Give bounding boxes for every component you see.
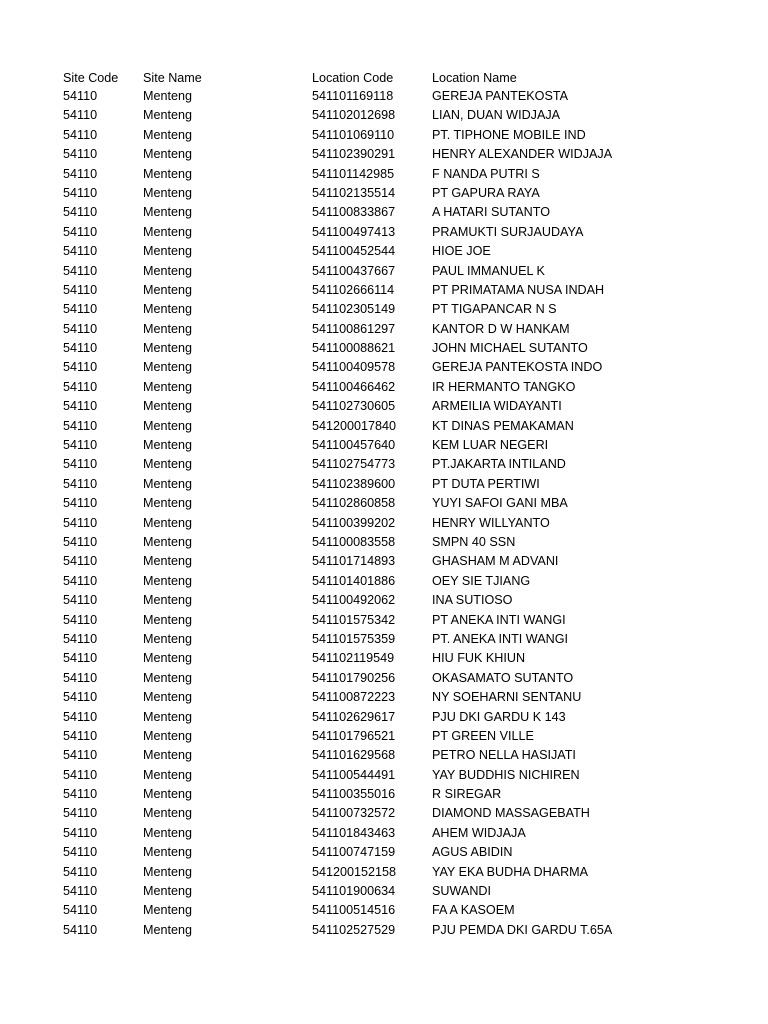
site-code-cell: 54110 [63, 108, 98, 123]
location-name-cell: F NANDA PUTRI S [432, 166, 540, 181]
header-location-code: Location Code [312, 71, 394, 85]
location-code-cell: 541101900634 [312, 884, 396, 899]
site-code-cell: 54110 [63, 922, 98, 937]
location-name-cell: OEY SIE TJIANG [432, 573, 531, 588]
site-name-cell: Menteng [143, 127, 193, 142]
location-name-cell: PT DUTA PERTIWI [432, 476, 540, 491]
site-code-cell: 54110 [63, 903, 98, 918]
site-code-cell: 54110 [63, 418, 98, 433]
site-name-cell: Menteng [143, 884, 193, 899]
location-code-cell: 541101790256 [312, 670, 396, 685]
site-code-cell: 54110 [63, 631, 98, 646]
site-name-cell: Menteng [143, 108, 193, 123]
location-code-cell: 541200017840 [312, 418, 397, 433]
table-row [63, 455, 723, 474]
location-name-cell: PT ANEKA INTI WANGI [432, 612, 566, 627]
table-row [63, 358, 723, 377]
location-name-cell: KT DINAS PEMAKAMAN [432, 418, 574, 433]
location-name-cell: YAY EKA BUDHA DHARMA [432, 864, 589, 879]
site-name-cell: Menteng [143, 534, 193, 549]
location-code-cell: 541102119549 [312, 651, 395, 666]
location-name-cell: PT. TIPHONE MOBILE IND [432, 127, 586, 142]
location-name-cell: LIAN, DUAN WIDJAJA [432, 108, 561, 123]
table-row [63, 87, 723, 106]
site-name-cell: Menteng [143, 302, 193, 317]
table-row [63, 572, 723, 591]
location-code-cell: 541100514516 [312, 903, 396, 918]
table-row [63, 145, 723, 164]
location-name-cell: DIAMOND MASSAGEBATH [432, 806, 590, 821]
site-code-cell: 54110 [63, 89, 98, 103]
site-name-cell: Menteng [143, 438, 193, 453]
site-code-cell: 54110 [63, 282, 98, 297]
site-name-cell: Menteng [143, 554, 193, 569]
location-code-cell: 541100833867 [312, 205, 396, 220]
site-name-cell: Menteng [143, 573, 193, 588]
location-code-cell: 541102389600 [312, 476, 396, 491]
location-code-cell: 541102629617 [312, 709, 396, 724]
site-code-cell: 54110 [63, 573, 98, 588]
site-code-cell: 54110 [63, 360, 98, 375]
location-code-cell: 541101575359 [312, 631, 396, 646]
site-code-cell: 54110 [63, 224, 98, 239]
location-name-cell: PT PRIMATAMA NUSA INDAH [432, 282, 605, 297]
location-name-cell: INA SUTIOSO [432, 593, 513, 608]
site-name-cell: Menteng [143, 728, 193, 743]
site-name-cell: Menteng [143, 612, 193, 627]
site-name-cell: Menteng [143, 709, 193, 724]
table-row [63, 339, 723, 358]
location-name-cell: PAUL IMMANUEL K [432, 263, 545, 278]
site-name-cell: Menteng [143, 89, 193, 103]
location-name-cell: PETRO NELLA HASIJATI [432, 748, 576, 763]
location-code-cell: 541102666114 [312, 282, 395, 297]
location-code-cell: 541102730605 [312, 399, 396, 414]
site-code-cell: 54110 [63, 457, 98, 472]
site-name-cell: Menteng [143, 379, 193, 394]
table-row [63, 804, 723, 823]
location-code-cell: 541100437667 [312, 263, 396, 278]
table-row [63, 494, 723, 513]
table-row [63, 475, 723, 494]
location-name-cell: HENRY ALEXANDER WIDJAJA [432, 147, 613, 162]
site-name-cell: Menteng [143, 418, 193, 433]
header-site-code: Site Code [63, 71, 119, 85]
site-name-cell: Menteng [143, 205, 193, 220]
site-code-cell: 54110 [63, 244, 98, 259]
table-row [63, 106, 723, 125]
location-code-cell: 541102135514 [312, 185, 396, 200]
location-code-cell: 541101843463 [312, 825, 396, 840]
location-code-cell: 541100399202 [312, 515, 396, 530]
site-name-cell: Menteng [143, 185, 193, 200]
location-code-cell: 541100544491 [312, 767, 396, 782]
location-name-cell: PT. ANEKA INTI WANGI [432, 631, 568, 646]
location-name-cell: IR HERMANTO TANGKO [432, 379, 576, 394]
site-code-cell: 54110 [63, 399, 98, 414]
site-code-cell: 54110 [63, 593, 98, 608]
site-name-cell: Menteng [143, 845, 193, 860]
table-row [63, 591, 723, 610]
table-row [63, 727, 723, 746]
location-code-cell: 541100492062 [312, 593, 396, 608]
site-code-cell: 54110 [63, 438, 98, 453]
table-row [63, 223, 723, 242]
location-name-cell: PRAMUKTI SURJAUDAYA [432, 224, 584, 239]
site-name-cell: Menteng [143, 399, 193, 414]
site-code-cell: 54110 [63, 884, 98, 899]
location-code-cell: 541102305149 [312, 302, 396, 317]
location-code-cell: 541101142985 [312, 166, 395, 181]
table-row [63, 785, 723, 804]
site-code-cell: 54110 [63, 379, 98, 394]
location-name-cell: GHASHAM M ADVANI [432, 554, 559, 569]
site-code-cell: 54110 [63, 845, 98, 860]
table-header-row [63, 70, 723, 87]
table-row [63, 203, 723, 222]
location-name-cell: PT GAPURA RAYA [432, 185, 540, 200]
location-code-cell: 541100861297 [312, 321, 396, 336]
location-code-cell: 541100732572 [312, 806, 396, 821]
location-code-cell: 541100872223 [312, 690, 396, 705]
table-row [63, 242, 723, 261]
site-name-cell: Menteng [143, 631, 193, 646]
table-row [63, 533, 723, 552]
location-code-cell: 541100466462 [312, 379, 396, 394]
site-name-cell: Menteng [143, 263, 193, 278]
location-code-cell: 541100088621 [312, 341, 396, 356]
site-code-cell: 54110 [63, 515, 98, 530]
table-row [63, 824, 723, 843]
location-code-cell: 541100409578 [312, 360, 396, 375]
location-name-cell: R SIREGAR [432, 787, 502, 802]
table-row [63, 843, 723, 862]
site-code-cell: 54110 [63, 690, 98, 705]
site-name-cell: Menteng [143, 651, 193, 666]
site-code-cell: 54110 [63, 748, 98, 763]
location-code-cell: 541102390291 [312, 147, 396, 162]
table-row [63, 746, 723, 765]
location-code-cell: 541101069110 [312, 127, 395, 142]
table-row [63, 708, 723, 727]
site-name-cell: Menteng [143, 166, 193, 181]
location-code-cell: 541100747159 [312, 845, 396, 860]
table-row [63, 688, 723, 707]
location-name-cell: YAY BUDDHIS NICHIREN [432, 767, 580, 782]
site-name-cell: Menteng [143, 224, 193, 239]
site-name-cell: Menteng [143, 321, 193, 336]
site-name-cell: Menteng [143, 825, 193, 840]
location-name-cell: GEREJA PANTEKOSTA INDO [432, 360, 603, 375]
location-name-cell: PT TIGAPANCAR N S [432, 302, 557, 317]
table-row [63, 669, 723, 688]
header-site-name: Site Name [143, 71, 202, 85]
site-name-cell: Menteng [143, 806, 193, 821]
site-name-cell: Menteng [143, 515, 193, 530]
location-code-cell: 541101714893 [312, 554, 396, 569]
location-code-cell: 541100497413 [312, 224, 396, 239]
site-code-cell: 54110 [63, 185, 98, 200]
table-row [63, 320, 723, 339]
location-name-cell: OKASAMATO SUTANTO [432, 670, 574, 685]
location-code-cell: 541101401886 [312, 573, 396, 588]
location-code-cell: 541100457640 [312, 438, 396, 453]
site-code-cell: 54110 [63, 302, 98, 317]
table-body [63, 87, 723, 940]
table-row [63, 165, 723, 184]
site-code-cell: 54110 [63, 787, 98, 802]
site-code-cell: 54110 [63, 205, 98, 220]
site-code-cell: 54110 [63, 127, 98, 142]
site-code-cell: 54110 [63, 767, 98, 782]
site-name-cell: Menteng [143, 476, 193, 491]
site-name-cell: Menteng [143, 748, 193, 763]
table-row [63, 611, 723, 630]
location-name-cell: NY SOEHARNI SENTANU [432, 690, 582, 705]
site-code-cell: 54110 [63, 651, 98, 666]
table-row [63, 184, 723, 203]
location-name-cell: KEM LUAR NEGERI [432, 438, 549, 453]
site-name-cell: Menteng [143, 787, 193, 802]
site-name-cell: Menteng [143, 922, 193, 937]
table-row [63, 436, 723, 455]
table-row [63, 514, 723, 533]
site-name-cell: Menteng [143, 767, 193, 782]
location-name-cell: PJU PEMDA DKI GARDU T.65A [432, 922, 613, 937]
site-name-cell: Menteng [143, 147, 193, 162]
site-code-cell: 54110 [63, 166, 98, 181]
location-code-cell: 541200152158 [312, 864, 397, 879]
table-row [63, 766, 723, 785]
table-row [63, 126, 723, 145]
table-row [63, 281, 723, 300]
site-code-cell: 54110 [63, 534, 98, 549]
site-name-cell: Menteng [143, 864, 193, 879]
site-code-cell: 54110 [63, 825, 98, 840]
location-name-cell: GEREJA PANTEKOSTA [432, 89, 568, 103]
location-name-cell: JOHN MICHAEL SUTANTO [432, 341, 588, 356]
location-code-cell: 541101169118 [312, 89, 394, 103]
site-name-cell: Menteng [143, 360, 193, 375]
site-name-cell: Menteng [143, 593, 193, 608]
site-code-cell: 54110 [63, 496, 98, 511]
location-name-cell: ARMEILIA WIDAYANTI [432, 399, 562, 414]
site-code-cell: 54110 [63, 806, 98, 821]
site-code-cell: 54110 [63, 147, 98, 162]
location-code-cell: 541102012698 [312, 108, 396, 123]
location-name-cell: AHEM WIDJAJA [432, 825, 526, 840]
site-name-cell: Menteng [143, 496, 193, 511]
location-name-cell: FA A KASOEM [432, 903, 515, 918]
site-name-cell: Menteng [143, 341, 193, 356]
location-code-cell: 541101629568 [312, 748, 396, 763]
location-name-cell: HIU FUK KHIUN [432, 651, 526, 666]
location-name-cell: PT GREEN VILLE [432, 728, 534, 743]
table-row [63, 552, 723, 571]
table-row [63, 649, 723, 668]
location-code-cell: 541101575342 [312, 612, 396, 627]
location-name-cell: YUYI SAFOI GANI MBA [432, 496, 568, 511]
site-code-cell: 54110 [63, 864, 98, 879]
site-name-cell: Menteng [143, 670, 193, 685]
location-name-cell: KANTOR D W HANKAM [432, 321, 570, 336]
table-row [63, 417, 723, 436]
location-name-cell: SUWANDI [432, 884, 492, 899]
table-row [63, 262, 723, 281]
location-code-cell: 541102754773 [312, 457, 396, 472]
table-row [63, 300, 723, 319]
location-code-cell: 541100083558 [312, 534, 396, 549]
site-code-cell: 54110 [63, 321, 98, 336]
spreadsheet-table [63, 70, 723, 940]
site-name-cell: Menteng [143, 244, 193, 259]
table-row [63, 921, 723, 940]
site-code-cell: 54110 [63, 341, 98, 356]
site-name-cell: Menteng [143, 903, 193, 918]
location-code-cell: 541102527529 [312, 922, 396, 937]
location-name-cell: SMPN 40 SSN [432, 534, 516, 549]
location-name-cell: HENRY WILLYANTO [432, 515, 550, 530]
site-code-cell: 54110 [63, 476, 98, 491]
header-location-name: Location Name [432, 71, 517, 85]
site-name-cell: Menteng [143, 457, 193, 472]
site-code-cell: 54110 [63, 670, 98, 685]
location-name-cell: AGUS ABIDIN [432, 845, 513, 860]
table-row [63, 378, 723, 397]
site-name-cell: Menteng [143, 282, 193, 297]
site-code-cell: 54110 [63, 612, 98, 627]
location-code-cell: 541101796521 [312, 728, 396, 743]
site-code-cell: 54110 [63, 709, 98, 724]
table-row [63, 863, 723, 882]
table-row [63, 630, 723, 649]
table-row [63, 901, 723, 920]
location-code-cell: 541100355016 [312, 787, 396, 802]
site-code-cell: 54110 [63, 728, 98, 743]
location-name-cell: HIOE JOE [432, 244, 491, 259]
location-name-cell: A HATARI SUTANTO [432, 205, 551, 220]
site-name-cell: Menteng [143, 690, 193, 705]
site-code-cell: 54110 [63, 554, 98, 569]
location-name-cell: PT.JAKARTA INTILAND [432, 457, 566, 472]
table-row [63, 397, 723, 416]
table-row [63, 882, 723, 901]
location-name-cell: PJU DKI GARDU K 143 [432, 709, 566, 724]
site-code-cell: 54110 [63, 263, 98, 278]
location-code-cell: 541102860858 [312, 496, 396, 511]
location-code-cell: 541100452544 [312, 244, 396, 259]
